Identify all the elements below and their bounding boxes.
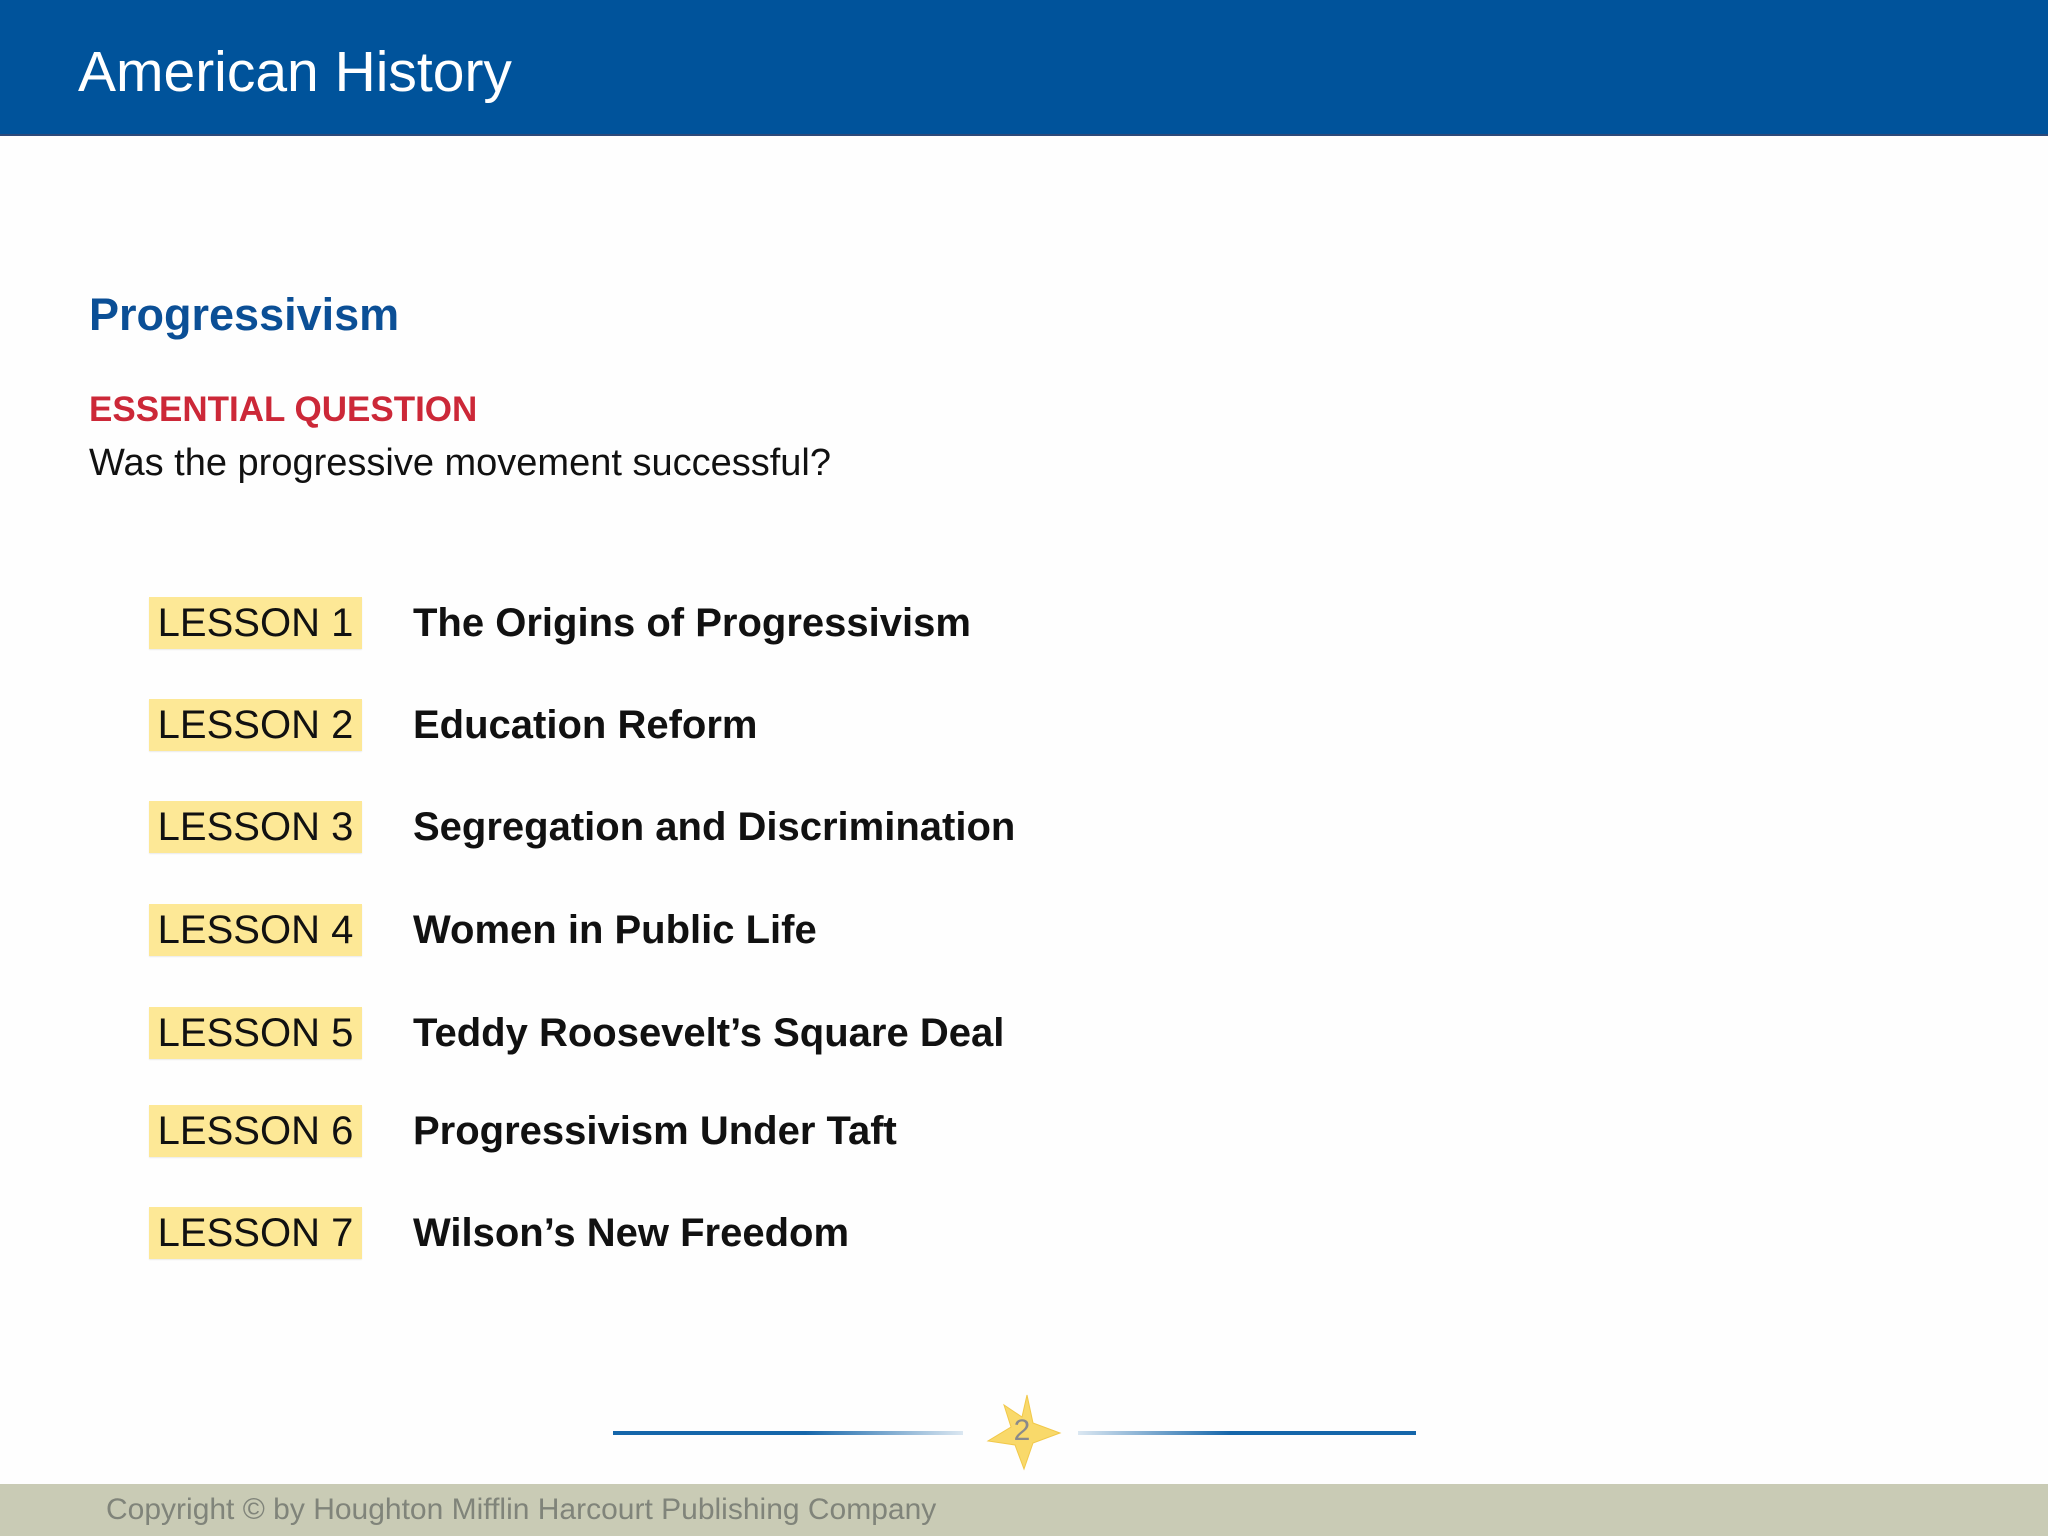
lesson-item-7[interactable] xyxy=(0,1207,2048,1259)
lesson-badge: LESSON 3 xyxy=(149,801,362,853)
essential-question-label: ESSENTIAL QUESTION xyxy=(89,390,478,429)
lesson-badge: LESSON 2 xyxy=(149,699,362,751)
lesson-item-2[interactable] xyxy=(0,699,2048,751)
lesson-item-1[interactable] xyxy=(0,597,2048,649)
lesson-badge: LESSON 4 xyxy=(149,904,362,956)
lesson-badge: LESSON 6 xyxy=(149,1105,362,1157)
essential-question-text: Was the progressive movement successful? xyxy=(89,442,832,484)
course-title: American History xyxy=(78,40,512,104)
header-bar xyxy=(0,0,2048,136)
lesson-badge: LESSON 1 xyxy=(149,597,362,649)
page-divider-left xyxy=(613,1431,963,1435)
lesson-title: Progressivism Under Taft xyxy=(413,1109,897,1153)
lesson-title: Teddy Roosevelt’s Square Deal xyxy=(413,1011,1005,1055)
lesson-badge: LESSON 5 xyxy=(149,1007,362,1059)
page-marker xyxy=(982,1393,1062,1473)
lesson-title: Education Reform xyxy=(413,703,758,747)
lesson-title: Segregation and Discrimination xyxy=(413,805,1016,849)
page-number: 2 xyxy=(1013,1414,1031,1447)
footer-bar xyxy=(0,1484,2048,1536)
lesson-item-5[interactable] xyxy=(0,1007,2048,1059)
lesson-title: Wilson’s New Freedom xyxy=(413,1211,850,1255)
lesson-item-4[interactable] xyxy=(0,904,2048,956)
lesson-title: The Origins of Progressivism xyxy=(413,601,971,645)
lesson-item-6[interactable] xyxy=(0,1105,2048,1157)
lesson-title: Women in Public Life xyxy=(413,908,817,952)
page-divider-right xyxy=(1078,1431,1416,1435)
lesson-item-3[interactable] xyxy=(0,801,2048,853)
lesson-badge: LESSON 7 xyxy=(149,1207,362,1259)
chapter-title: Progressivism xyxy=(89,289,400,340)
copyright-text: Copyright © by Houghton Mifflin Harcourt Publishing Company xyxy=(106,1493,937,1526)
